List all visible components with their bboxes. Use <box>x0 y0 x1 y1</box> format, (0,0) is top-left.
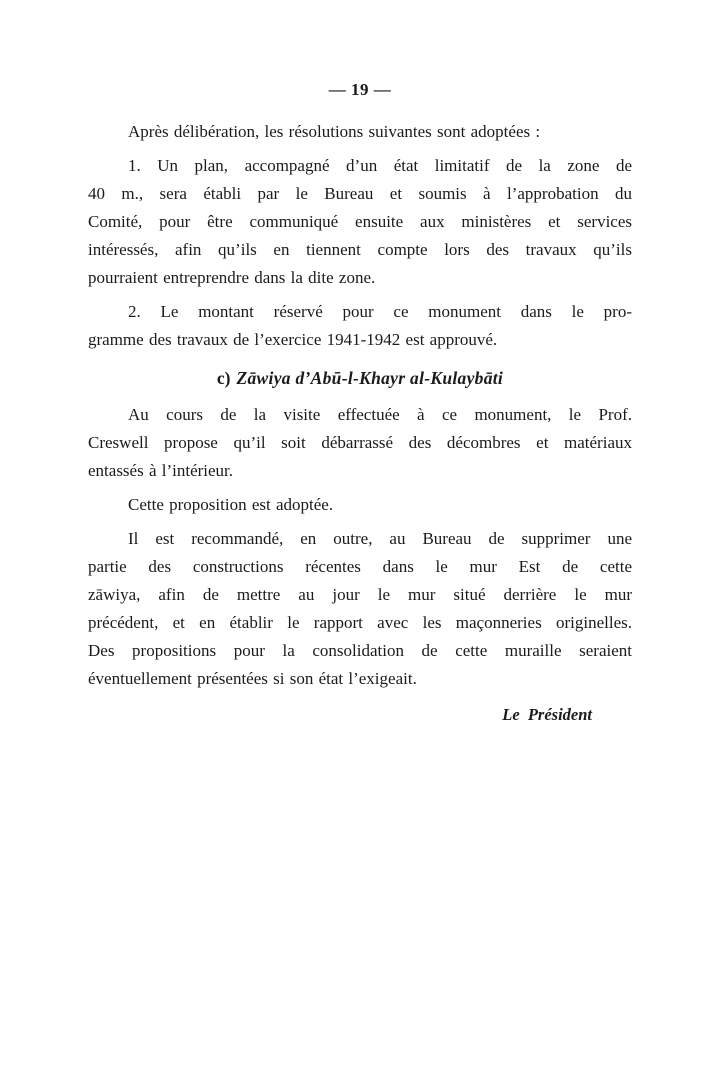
text-line: précédent, et en établir le rapport avec les maçonneries originelles. <box>88 613 632 632</box>
text-line: Au cours de la visite effectuée à ce monument, le Prof. <box>128 405 632 424</box>
signature-le-president: Le Président <box>502 705 592 724</box>
paragraph <box>88 401 632 485</box>
heading-prefix: c) <box>216 368 231 388</box>
text-line: Cette proposition est adoptée. <box>128 495 334 514</box>
text-line: gramme des travaux de l’exercice 1941-1942 est approuvé. <box>88 330 498 349</box>
text-line: Creswell propose qu’il soit débarrassé des décombres et matériaux <box>88 433 632 452</box>
heading-text: Zāwiya d’Abū-l-Khayr al-Kulaybāti <box>236 368 504 388</box>
text-line: 1. Un plan, accompagné d’un état limitatif de la zone de <box>128 156 632 175</box>
text-block <box>88 118 632 693</box>
paragraph <box>88 152 632 292</box>
text-line: Il est recommandé, en outre, au Bureau de supprimer une <box>128 529 632 548</box>
text-line: Après délibération, les résolutions suivantes sont adoptées : <box>128 122 541 141</box>
text-line: zāwiya, afin de mettre au jour le mur situé derrière le mur <box>88 585 632 604</box>
text-line: 2. Le montant réservé pour ce monument dans le pro- <box>128 302 632 321</box>
text-line: éventuellement présentées si son état l’exigeait. <box>88 669 417 688</box>
text-line: intéressés, afin qu’ils en tiennent compte lors des travaux qu’ils <box>88 240 632 259</box>
page-number: — 19 — <box>328 80 392 99</box>
text-line: Des propositions pour la consolidation de cette muraille seraient <box>88 641 632 660</box>
section-heading <box>88 364 632 392</box>
text-line: entassés à l’intérieur. <box>88 461 234 480</box>
paragraph <box>88 298 632 354</box>
paragraph <box>88 525 632 693</box>
text-line: 40 m., sera établi par le Bureau et soumis à l’approbation du <box>88 184 632 203</box>
paragraph <box>88 491 632 519</box>
text-line: Comité, pour être communiqué ensuite aux ministères et services <box>88 212 632 231</box>
paragraph <box>88 118 632 146</box>
text-line: pourraient entreprendre dans la dite zone. <box>88 268 376 287</box>
text-line: partie des constructions récentes dans le mur Est de cette <box>88 557 632 576</box>
